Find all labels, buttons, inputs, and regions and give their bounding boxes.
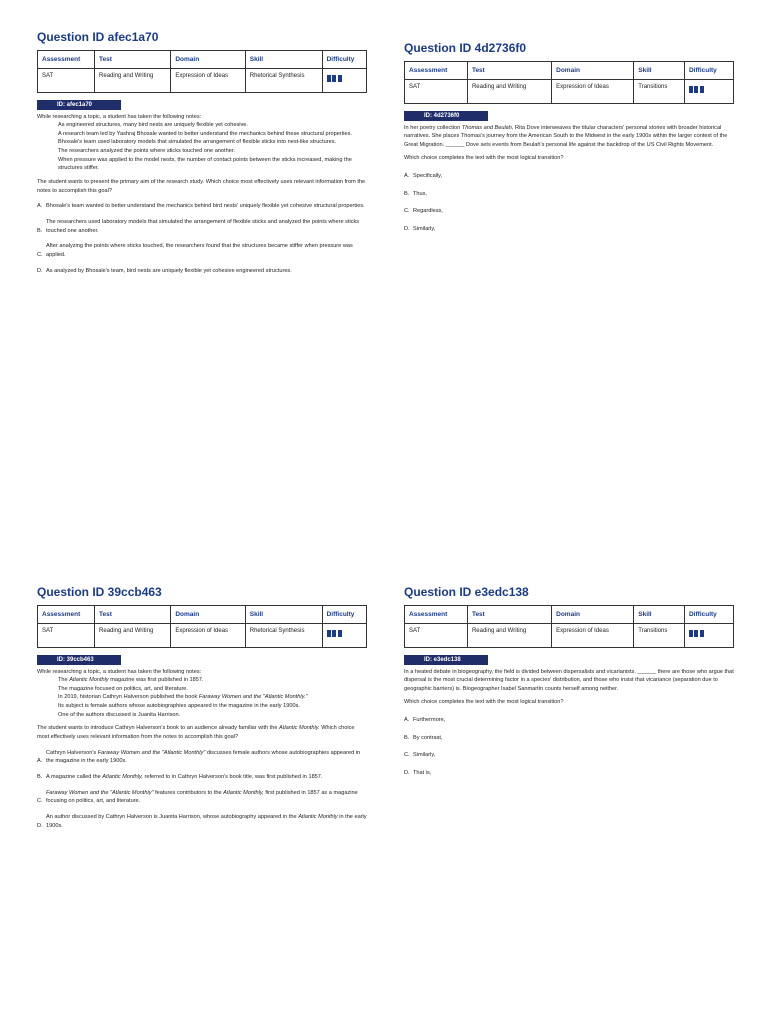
skill-value: Rhetorical Synthesis <box>245 624 322 648</box>
choice-b[interactable]: B. Thus, <box>404 190 427 197</box>
header-difficulty: Difficulty <box>684 62 733 80</box>
test-value: Reading and Writing <box>467 624 551 648</box>
domain-value: Expression of Ideas <box>552 624 634 648</box>
question-body <box>37 668 367 831</box>
skill-value: Rhetorical Synthesis <box>245 69 322 93</box>
skill-value: Transitions <box>634 80 685 104</box>
note: The researchers analyzed the points where sticks touched one another. <box>58 148 235 155</box>
id-badge: ID: 4d2736f0 <box>404 111 488 121</box>
meta-table <box>404 605 734 648</box>
intro-text: While researching a topic, a student has taken the following notes: <box>37 668 202 675</box>
assessment-value: SAT <box>405 624 468 648</box>
note: In 2019, historian Cathryn Halverson published the book Faraway Women and the "Atlantic Monthly." <box>58 694 308 701</box>
test-value: Reading and Writing <box>95 69 171 93</box>
header-assessment: Assessment <box>42 56 81 63</box>
difficulty-value <box>322 624 366 648</box>
header-test: Test <box>467 62 551 80</box>
meta-table <box>37 605 367 648</box>
choice-b[interactable]: B. The researchers used laboratory models that simulated the arrangement of flexible sticks and analyzed the points where sticks touched one another. <box>37 219 360 234</box>
note: Its subject is female authors whose autobiographies appeared in the magazine in the early 1900s. <box>58 703 300 710</box>
question-title: Question ID 39ccb463 <box>37 585 162 599</box>
choice-d[interactable]: D. That is, <box>404 770 432 777</box>
header-test: Test <box>467 606 551 624</box>
choice-a[interactable]: A. Specifically, <box>404 173 443 180</box>
note: A research team led by Yashraj Bhosale wanted to better understand the mechanics behind these structural properties. <box>58 130 352 137</box>
difficulty-bars-icon <box>327 75 342 82</box>
note: Bhosale's team used laboratory models that simulated the arrangement of flexible sticks into nest-like structures. <box>58 139 337 146</box>
header-domain: Domain <box>171 606 245 624</box>
header-skill: Skill <box>634 606 685 624</box>
intro-text: While researching a topic, a student has taken the following notes: <box>37 113 202 120</box>
notes-list <box>58 121 367 173</box>
skill-value: Transitions <box>634 624 685 648</box>
note: As engineered structures, many bird nests are uniquely flexible yet cohesive. <box>58 122 248 129</box>
header-assessment: Assessment <box>42 611 81 618</box>
header-test: Test <box>95 51 171 69</box>
choice-a[interactable]: A. Cathryn Halverson's Faraway Women and the "Atlantic Monthly" discusses female authors whose autobiographies appeared in the magazine in the early 1900s. <box>37 749 361 765</box>
id-badge: ID: 39ccb463 <box>37 655 121 665</box>
difficulty-bars-icon <box>327 630 342 637</box>
choice-c[interactable]: C. Similarly, <box>404 752 436 759</box>
id-badge: ID: e3edc138 <box>404 655 488 665</box>
question-title: Question ID afec1a70 <box>37 30 159 44</box>
question-card-4 <box>404 585 734 778</box>
choice-c[interactable]: C. Regardless, <box>404 208 443 215</box>
header-difficulty: Difficulty <box>322 606 366 624</box>
question-body <box>404 124 734 234</box>
choice-a[interactable]: A. Bhosale's team wanted to better understand the mechanics behind bird nests' uniquely flexible yet cohesive structural properties. <box>37 203 365 210</box>
header-difficulty: Difficulty <box>684 606 733 624</box>
difficulty-bars-icon <box>689 86 704 93</box>
test-value: Reading and Writing <box>467 80 551 104</box>
question-card-1 <box>37 30 367 275</box>
question-body <box>404 668 734 778</box>
id-badge: ID: afec1a70 <box>37 100 121 110</box>
meta-table <box>404 61 734 104</box>
passage-text: In a heated debate in biogeography, the field is divided between dispersalists and vicarianists. ______ there are those who argue that dispersal is the most crucial determining factor in a species' distribution, and those who insist that vicariance (separation due to geographic barriers) is. Biogeographer Isabel Sanmartín counts herself among neither. <box>404 668 734 692</box>
test-value: Reading and Writing <box>95 624 171 648</box>
choice-c[interactable]: C. After analyzing the points where sticks touched, the researchers found that the structures became stiffer when pressure was applied. <box>37 243 353 259</box>
header-skill: Skill <box>245 51 322 69</box>
header-skill: Skill <box>634 62 685 80</box>
question-title: Question ID e3edc138 <box>404 585 529 599</box>
choice-d[interactable]: D. An author discussed by Cathryn Halverson is Juanita Harrison, whose autobiography appeared in the Atlantic Monthly in the early 1900s. <box>37 814 367 829</box>
choice-d[interactable]: D. As analyzed by Bhosale's team, bird nests are uniquely flexible yet cohesive engineered structures. <box>37 267 292 274</box>
header-difficulty: Difficulty <box>322 51 366 69</box>
difficulty-value <box>684 624 733 648</box>
domain-value: Expression of Ideas <box>171 69 245 93</box>
difficulty-value <box>684 80 733 104</box>
header-test: Test <box>95 606 171 624</box>
difficulty-bars-icon <box>689 630 704 637</box>
note: One of the authors discussed is Juanita Harrison. <box>58 711 181 718</box>
domain-value: Expression of Ideas <box>171 624 245 648</box>
choice-b[interactable]: B. By contrast, <box>404 734 443 741</box>
question-title: Question ID 4d2736f0 <box>404 41 527 55</box>
question-body <box>37 113 367 276</box>
header-domain: Domain <box>552 606 634 624</box>
header-domain: Domain <box>171 51 245 69</box>
notes-list <box>58 676 367 719</box>
assessment-value: SAT <box>405 80 468 104</box>
note: The magazine focused on politics, art, and literature. <box>58 685 188 692</box>
assessment-value: SAT <box>38 69 95 93</box>
header-skill: Skill <box>245 606 322 624</box>
passage-text: In her poetry collection Thomas and Beulah, Rita Dove interweaves the titular characters' personal stories with broader historical narratives. She places Thomas's journey from the American South to the Midwest in the early 1900s within the larger context of the Great Migration. ______ Dove sets events from Beulah's personal life against the backdrop of the US Civil Rights Movement. <box>404 124 728 148</box>
meta-table <box>37 50 367 93</box>
header-domain: Domain <box>552 62 634 80</box>
domain-value: Expression of Ideas <box>552 80 634 104</box>
prompt-text: The student wants to introduce Cathryn Halverson's book to an audience already familiar with the Atlantic Monthly. Which choice most effectively uses relevant information from the notes to accomplish this goal? <box>37 725 355 741</box>
prompt-text: The student wants to present the primary aim of the research study. Which choice most effectively uses relevant information from the notes to accomplish this goal? <box>37 179 366 194</box>
choice-b[interactable]: B. A magazine called the Atlantic Monthly, referred to in Cathryn Halverson's book title, was first published in 1857. <box>37 774 323 781</box>
header-assessment: Assessment <box>409 67 448 74</box>
choice-a[interactable]: A. Furthermore, <box>404 717 446 724</box>
note: When pressure was applied to the model nests, the number of contact points between the sticks increased, making the structures stiffer. <box>58 156 352 172</box>
choice-d[interactable]: D. Similarly, <box>404 226 436 233</box>
assessment-value: SAT <box>38 624 95 648</box>
choice-c[interactable]: C. Faraway Women and the "Atlantic Monthly" features contributors to the Atlantic Monthly, first published in 1857 as a magazine focusing on politics, art, and literature. <box>37 789 358 805</box>
prompt-text: Which choice completes the text with the most logical transition? <box>404 155 564 162</box>
question-card-2 <box>404 41 734 234</box>
difficulty-value <box>322 69 366 93</box>
question-card-3 <box>37 585 367 830</box>
prompt-text: Which choice completes the text with the most logical transition? <box>404 699 564 706</box>
header-assessment: Assessment <box>409 611 448 618</box>
note: The Atlantic Monthly magazine was first published in 1857. <box>58 677 204 684</box>
